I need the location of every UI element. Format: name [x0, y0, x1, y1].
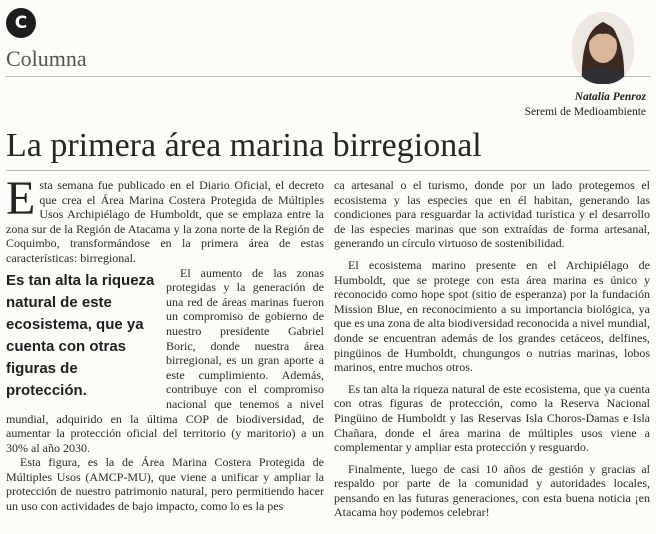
author-name: Natalia Penroz	[574, 91, 646, 103]
section-label: Columna	[6, 46, 87, 71]
article-paragraph: ca artesanal o el turismo, donde por un lado protegemos el ecosistema y las especies que en él habitan, generando las condiciones para resguardar la actividad turística y el desarrollo de las especies marinas que son extraídas de forma artesanal, generando un círculo virtuoso de sostenibilidad.	[334, 178, 650, 251]
article-paragraph: Es tan alta la riqueza natural de este ecosistema, que ya cuenta con otras figuras de protección, como la Reserva Nacional Pingüino de Humboldt y las Reservas Isla Choros-Damas e Isla Chañara, donde el área marina de múltiples usos viene a complementar y ampliar esta protección y resguardo.	[334, 381, 650, 455]
article-paragraph	[6, 172, 324, 266]
drop-cap: E	[6, 172, 36, 225]
headline-divider	[6, 170, 650, 171]
article-paragraph: Finalmente, luego de casi 10 años de gestión y gracias al respaldo por parte de la comunidad y autoridades locales, pensando en las futuras generaciones, con esta buena noticia ¡en Atacama hoy podemos celebrar!	[334, 461, 650, 520]
author-portrait-icon	[572, 12, 634, 84]
article-paragraph: El aumento de las zonas protegidas y la generación de una red de áreas marinas fueron un compromiso de gobierno de nuestro presidente Gabriel Boric, donde nuestra área birregional, es un gran aporte a este cumplimiento. Además, contribuye con el compromiso nacional que tenemos a nivel mundial, adquirido en la última COP de biodiversidad, de aumentar la protección oficial del territorio (y maritorio) a un 30% al año 2030.	[6, 265, 324, 455]
article-column-right	[334, 178, 650, 520]
section-divider	[6, 76, 650, 77]
article-column-left	[6, 172, 324, 514]
pull-quote: Es tan alta la riqueza natural de este ecosistema, que ya cuenta con otras figuras de protección.	[6, 271, 155, 399]
author-role: Seremi de Medioambiente	[524, 106, 646, 118]
publication-logo: C	[6, 8, 36, 38]
author-byline	[525, 90, 646, 120]
author-photo	[572, 12, 634, 84]
article-paragraph: El ecosistema marino presente en el Archipiélago de Humboldt, que se protege con esta área marina es único y reconocido como hope spot (sitio de esperanza) por la fundación Mission Blue, en reconocimiento a su importancia biológica, ya que es una zona de alta biodiversidad reconocida a nivel mundial, donde se encuentran además de los grandes cetáceos, delfines, pingüinos de Humboldt, chungungos o nutrias marinas, lobos marinos, entre muchos otros.	[334, 257, 650, 375]
article-paragraph: Esta figura, es la de Área Marina Costera Protegida de Múltiples Usos (AMCP-MU), que viene a unificar y ampliar la protección de nuestro patrimonio natural, pero permitiendo hacer un uso con actividades de bajo impacto, como lo es la pes	[6, 455, 324, 514]
article-headline: La primera área marina birregional	[6, 127, 482, 164]
paragraph-text: sta semana fue publicado en el Diario Oficial, el decreto que crea el Área Marina Costera Protegida de Múltiples Usos Archipiélago de Humboldt, que se emplaza entre la zona sur de la Región de Atacama y la zona norte de la Región de Coquimbo, transformándose en la primera área de estas características: birregional.	[6, 178, 324, 265]
